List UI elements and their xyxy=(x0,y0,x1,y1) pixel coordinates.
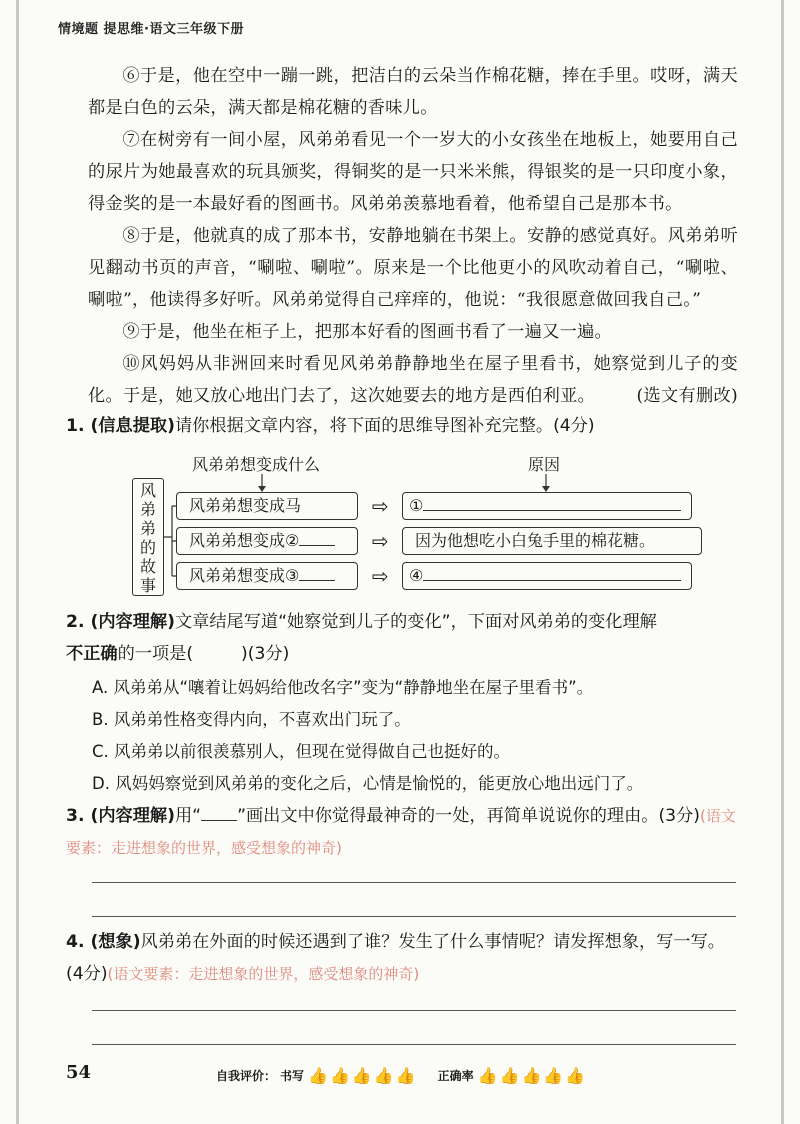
question-2 xyxy=(66,606,742,670)
question-1-number: 1. xyxy=(66,416,85,436)
thumbs-up-icon[interactable]: 👍 xyxy=(329,1066,350,1085)
question-4-note: (语文要素：走进想象的世界，感受想象的神奇) xyxy=(107,965,420,983)
option-b[interactable]: B. 风弟弟性格变得内向，不喜欢出门玩了。 xyxy=(92,710,411,729)
question-4-text: 风弟弟在外面的时候还遇到了谁？发生了什么事情呢？请发挥想象，写一写。(4分) xyxy=(66,932,725,984)
arrow-right-icon: ⇨ xyxy=(372,564,389,588)
passage-paragraph-10-text: ⑩风妈妈从非洲回来时看见风弟弟静静地坐在屋子里看书，她察觉到儿子的变化。于是，她又放心地出门去了，这次她要去的地方是西伯利亚。 xyxy=(88,354,738,406)
question-4-number: 4. xyxy=(66,932,85,952)
passage-paragraph-8: ⑧于是，他就真的成了那本书，安静地躺在书架上。安静的感觉真好。风弟弟听见翻动书页的声音，“唰啦、唰啦”。原来是一个比他更小的风吹动着自己，“唰啦、唰啦”，他读得多好听。风弟弟觉得自己痒痒的，他说：“我很愿意做回我自己。” xyxy=(88,226,738,310)
question-4-tag: (想象) xyxy=(90,932,141,952)
mindmap-header-right: 原因 xyxy=(528,455,561,474)
option-d[interactable]: D. 风妈妈察觉到风弟弟的变化之后，心情是愉悦的，能更放心地出远门了。 xyxy=(92,774,644,793)
question-3-text-b: ”画出文中你觉得最神奇的一处，再简单说说你的理由。(3分) xyxy=(237,806,701,826)
question-3-number: 3. xyxy=(66,806,85,826)
mindmap-right-box-3-text: ④ xyxy=(409,566,424,585)
mindmap-left-box-3[interactable] xyxy=(176,562,358,590)
blank-1[interactable] xyxy=(423,494,681,511)
passage-paragraph-6: ⑥于是，他在空中一蹦一跳，把洁白的云朵当作棉花糖，捧在手里。哎呀，满天都是白色的云朵，满天都是棉花糖的香味儿。 xyxy=(88,66,738,118)
mindmap-left-box-2-text: 风弟弟想变成② xyxy=(189,531,300,550)
question-2-tag: (内容理解) xyxy=(90,612,175,632)
arrow-right-icon: ⇨ xyxy=(372,529,389,553)
blank-4[interactable] xyxy=(423,564,681,581)
underline-sample xyxy=(201,804,237,821)
question-2-text-c: )(3分) xyxy=(241,644,290,664)
accuracy-rating[interactable] xyxy=(478,1066,586,1085)
question-2-text-b: 的一项是( xyxy=(117,644,194,664)
mindmap-center-node: 风弟弟的故事 xyxy=(132,478,164,596)
question-2-text-a: 文章结尾写道“她察觉到儿子的变化”，下面对风弟弟的变化理解 xyxy=(174,612,657,632)
answer-line[interactable] xyxy=(92,882,736,883)
passage-paragraph-9: ⑨于是，他坐在柜子上，把那本好看的图画书看了一遍又一遍。 xyxy=(122,322,613,342)
page-number: 54 xyxy=(66,1062,92,1083)
mindmap-left-box-2[interactable] xyxy=(176,527,358,555)
thumbs-up-icon[interactable]: 👍 xyxy=(373,1066,394,1085)
question-4 xyxy=(66,926,742,990)
question-3-note: (语文要素：走进想象的世界，感受想象的神奇) xyxy=(66,807,736,857)
question-1-tag: (信息提取) xyxy=(90,416,175,436)
answer-line[interactable] xyxy=(92,1010,736,1011)
writing-label: 书写 xyxy=(280,1069,305,1083)
question-2-bold: 不正确 xyxy=(66,644,118,664)
thumbs-up-icon[interactable]: 👍 xyxy=(543,1066,564,1085)
self-eval-label: 自我评价： xyxy=(216,1069,277,1083)
accuracy-label: 正确率 xyxy=(437,1069,474,1083)
mindmap-left-box-3-text: 风弟弟想变成③ xyxy=(189,566,300,585)
option-c[interactable]: C. 风弟弟以前很羡慕别人，但现在觉得做自己也挺好的。 xyxy=(92,742,511,761)
blank-3[interactable] xyxy=(299,564,335,581)
question-3-text-a: 用“ xyxy=(174,806,202,826)
mindmap-right-box-1[interactable] xyxy=(402,492,692,520)
thumbs-up-icon[interactable]: 👍 xyxy=(521,1066,542,1085)
page-header-title: 情境题 提思维·语文三年级下册 xyxy=(58,22,244,37)
mindmap-right-box-3[interactable] xyxy=(402,562,692,590)
mindmap-left-box-1: 风弟弟想变成马 xyxy=(176,492,358,520)
passage-paragraph-7: ⑦在树旁有一间小屋，风弟弟看见一个一岁大的小女孩坐在地板上，她要用自己的尿片为她最喜欢的玩具颁奖，得铜奖的是一只米米熊，得银奖的是一只印度小象，得金奖的是一本最好看的图画书。风弟弟羡慕地看着，他希望自己是那本书。 xyxy=(88,130,738,214)
thumbs-up-icon[interactable]: 👍 xyxy=(351,1066,372,1085)
writing-rating[interactable] xyxy=(308,1066,416,1085)
thumbs-up-icon[interactable]: 👍 xyxy=(395,1066,416,1085)
thumbs-up-icon[interactable]: 👍 xyxy=(477,1066,498,1085)
arrow-right-icon: ⇨ xyxy=(372,494,389,518)
blank-2[interactable] xyxy=(299,529,335,546)
question-2-number: 2. xyxy=(66,612,85,632)
question-3 xyxy=(66,800,742,864)
question-1-text: 请你根据文章内容，将下面的思维导图补充完整。(4分) xyxy=(174,416,595,436)
thumbs-up-icon[interactable]: 👍 xyxy=(499,1066,520,1085)
mindmap-right-box-1-text: ① xyxy=(409,496,424,515)
thumbs-up-icon[interactable]: 👍 xyxy=(565,1066,586,1085)
thumbs-up-icon[interactable]: 👍 xyxy=(308,1066,328,1085)
source-note: (选文有删改) xyxy=(636,386,738,406)
self-evaluation xyxy=(216,1066,603,1085)
question-3-tag: (内容理解) xyxy=(90,806,175,826)
mindmap-header-left: 风弟弟想变成什么 xyxy=(192,455,321,474)
answer-line[interactable] xyxy=(92,1044,736,1045)
option-a[interactable]: A. 风弟弟从“嚷着让妈妈给他改名字”变为“静静地坐在屋子里看书”。 xyxy=(92,678,594,697)
answer-line[interactable] xyxy=(92,916,736,917)
mindmap-right-box-2: 因为他想吃小白兔手里的棉花糖。 xyxy=(402,527,702,555)
